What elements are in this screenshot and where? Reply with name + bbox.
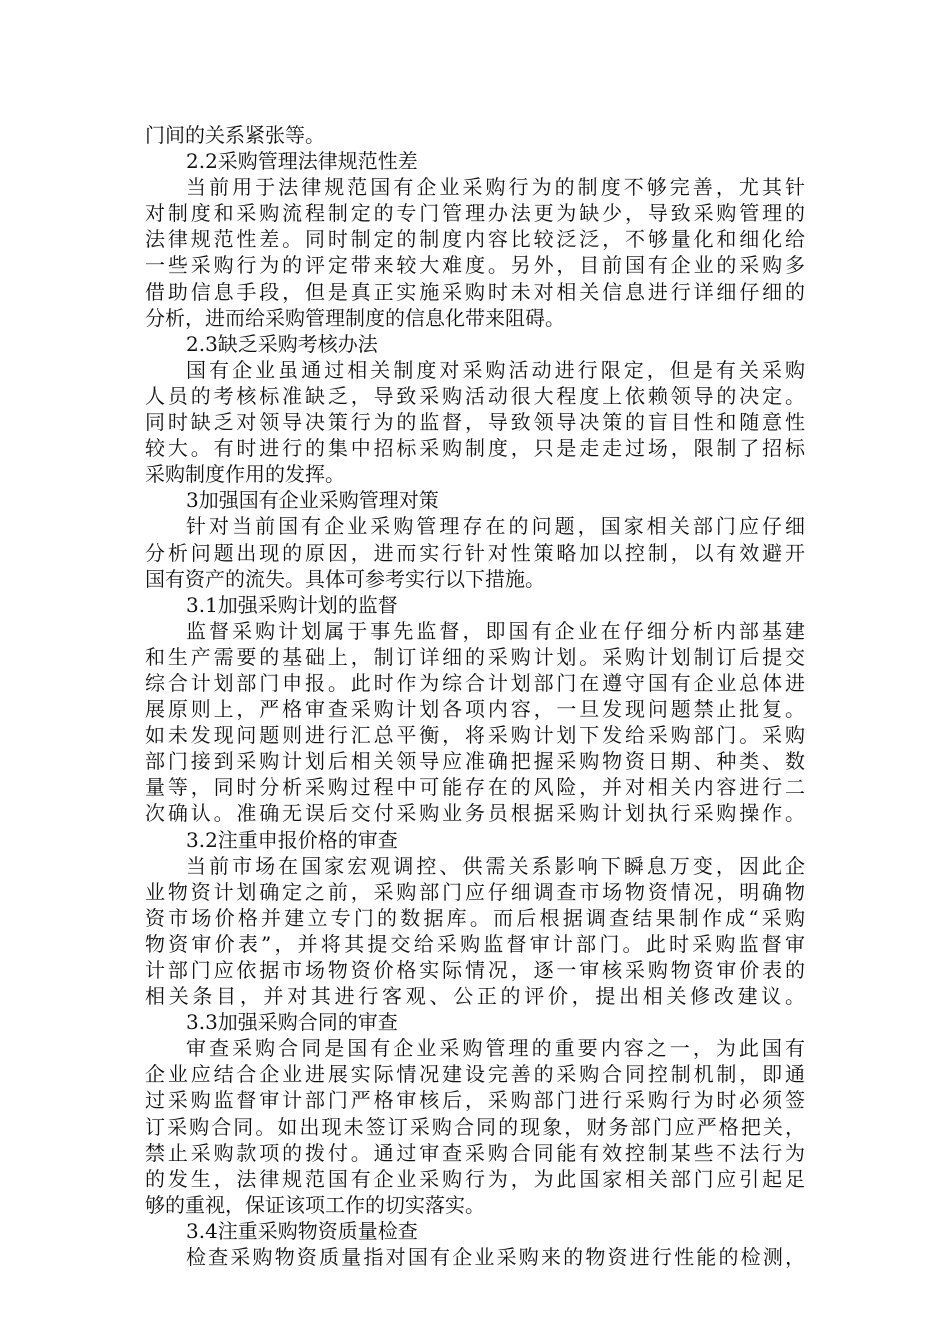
paragraph-line-indented: 针对当前国有企业采购管理存在的问题，国家相关部门应仔细 bbox=[186, 514, 805, 539]
paragraph-line: 计部门应依据市场物资价格实际情况，逐一审核采购物资审价表的 bbox=[145, 958, 805, 982]
paragraph-line: 人员的考核标准缺乏，导致采购活动很大程度上依赖领导的决定。 bbox=[145, 383, 805, 408]
paragraph-line: 展原则上，严格审查采购计划各项内容，一旦发现问题禁止批复。 bbox=[145, 697, 805, 722]
paragraph-line: 的发生，法律规范国有企业采购行为，为此国家相关部门应引起足 bbox=[145, 1166, 805, 1191]
paragraph-line: 物资审价表”，并将其提交给采购监督审计部门。此时采购监督审 bbox=[145, 931, 805, 956]
paragraph-line: 对制度和采购流程制定的专门管理办法更为缺少，导致采购管理的 bbox=[145, 201, 805, 226]
paragraph-line-indented: 3.2注重申报价格的审查 bbox=[186, 827, 398, 852]
paragraph-line: 较大。有时进行的集中招标采购制度，只是走走过场，限制了招标 bbox=[145, 436, 805, 461]
document-page bbox=[145, 122, 805, 1270]
paragraph-line: 采购制度作用的发挥。 bbox=[145, 462, 345, 487]
paragraph-line: 禁止采购款项的拨付。通过审查采购合同能有效控制某些不法行为 bbox=[145, 1140, 805, 1165]
paragraph-line-indented: 3.4注重采购物资质量检查 bbox=[186, 1218, 418, 1243]
paragraph-line: 借助信息手段，但是真正实施采购时未对相关信息进行详细仔细的 bbox=[145, 279, 805, 304]
paragraph-line-indented: 国有企业虽通过相关制度对采购活动进行限定，但是有关采购 bbox=[186, 357, 805, 382]
paragraph-line: 和生产需要的基础上，制订详细的采购计划。采购计划制订后提交 bbox=[145, 644, 805, 669]
paragraph-line: 过采购监督审计部门严格审核后，采购部门进行采购行为时必须签 bbox=[145, 1088, 805, 1113]
paragraph-line: 分析问题出现的原因，进而实行针对性策略加以控制，以有效避开 bbox=[145, 540, 805, 565]
paragraph-line-indented: 3.3加强采购合同的审查 bbox=[186, 1010, 398, 1035]
paragraph-line-indented: 审查采购合同是国有企业采购管理的重要内容之一，为此国有 bbox=[186, 1036, 805, 1061]
paragraph-line: 部门接到采购计划后相关领导应准确把握采购物资日期、种类、数 bbox=[145, 749, 805, 774]
paragraph-line: 国有资产的流失。具体可参考实行以下措施。 bbox=[145, 566, 545, 591]
paragraph-line: 同时缺乏对领导决策行为的监督，导致领导决策的盲目性和随意性 bbox=[145, 410, 805, 435]
paragraph-line: 法律规范性差。同时制定的制度内容比较泛泛，不够量化和细化给 bbox=[145, 227, 805, 252]
paragraph-line: 企业应结合企业进展实际情况建设完善的采购合同控制机制，即通 bbox=[145, 1062, 805, 1087]
paragraph-line-indented: 当前市场在国家宏观调控、供需关系影响下瞬息万变，因此企 bbox=[186, 853, 805, 878]
paragraph-line-indented: 2.2采购管理法律规范性差 bbox=[186, 149, 418, 174]
paragraph-line: 量等，同时分析采购过程中可能存在的风险，并对相关内容进行二 bbox=[145, 775, 805, 800]
paragraph-line: 够的重视，保证该项工作的切实落实。 bbox=[145, 1192, 485, 1217]
paragraph-line: 相关条目，并对其进行客观、公正的评价，提出相关修改建议。 bbox=[145, 984, 805, 1009]
paragraph-line-indented: 监督采购计划属于事先监督，即国有企业在仔细分析内部基建 bbox=[186, 618, 805, 643]
paragraph-line: 订采购合同。如出现未签订采购合同的现象，财务部门应严格把关， bbox=[145, 1114, 805, 1139]
paragraph-line: 综合计划部门申报。此时作为综合计划部门在遵守国有企业总体进 bbox=[145, 670, 805, 695]
paragraph-line-indented: 检查采购物资质量指对国有企业采购来的物资进行性能的检测， bbox=[186, 1245, 805, 1270]
paragraph-line-indented: 3加强国有企业采购管理对策 bbox=[186, 488, 439, 513]
paragraph-line: 分析，进而给采购管理制度的信息化带来阻碍。 bbox=[145, 305, 565, 330]
paragraph-line-indented: 3.1加强采购计划的监督 bbox=[186, 592, 398, 617]
paragraph-line: 资市场价格并建立专门的数据库。而后根据调查结果制作成“采购 bbox=[145, 905, 805, 930]
paragraph-line: 如未发现问题则进行汇总平衡，将采购计划下发给采购部门。采购 bbox=[145, 723, 805, 748]
paragraph-line: 门间的关系紧张等。 bbox=[145, 123, 325, 147]
paragraph-line-indented: 当前用于法律规范国有企业采购行为的制度不够完善，尤其针 bbox=[186, 175, 805, 200]
paragraph-line-indented: 2.3缺乏采购考核办法 bbox=[186, 331, 378, 356]
paragraph-line: 业物资计划确定之前，采购部门应仔细调查市场物资情况，明确物 bbox=[145, 879, 805, 904]
paragraph-line: 一些采购行为的评定带来较大难度。另外，目前国有企业的采购多 bbox=[145, 253, 805, 278]
paragraph-line: 次确认。准确无误后交付采购业务员根据采购计划执行采购操作。 bbox=[145, 801, 805, 826]
